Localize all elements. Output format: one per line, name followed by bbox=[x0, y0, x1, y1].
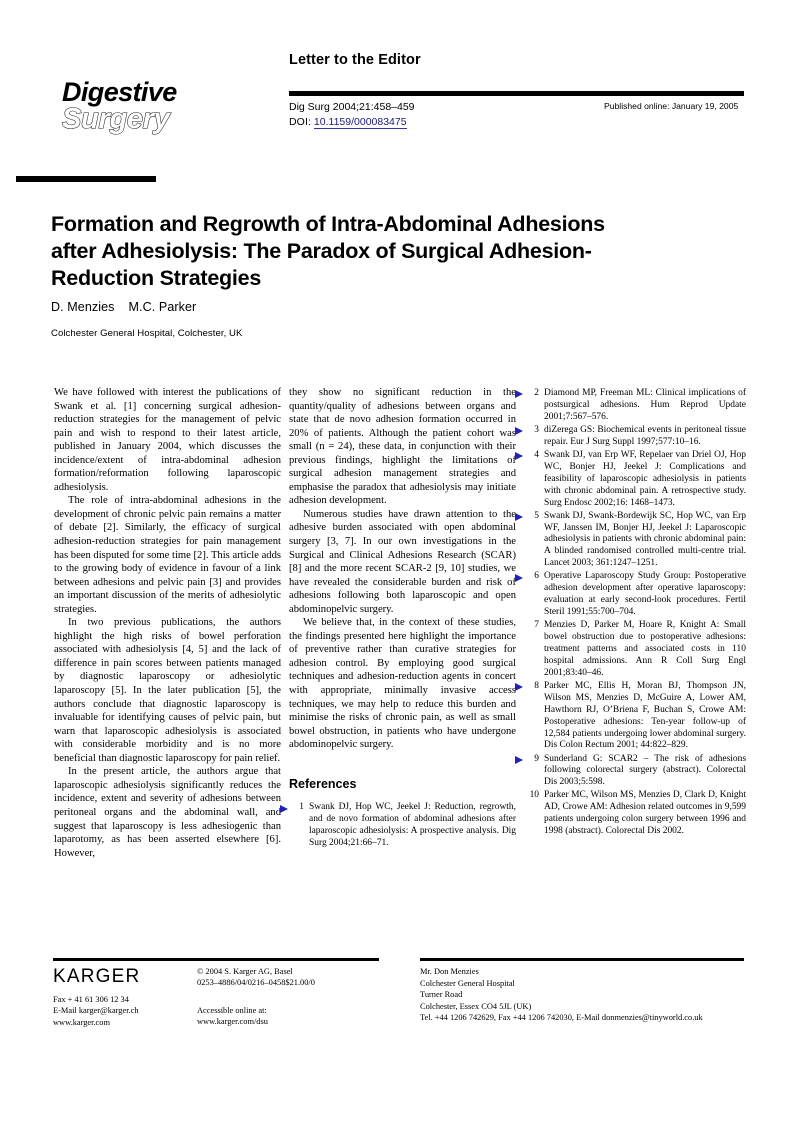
masthead-divider-rule bbox=[289, 91, 744, 96]
body-column-1 bbox=[54, 386, 281, 860]
reference-marker-triangle-icon bbox=[515, 513, 523, 521]
online-access-block bbox=[197, 1005, 268, 1028]
reference-text: Menzies D, Parker M, Hoare R, Knight A: Small bowel obstruction due to postoperative adhesions: treatment patterns and associated costs in 110 hospital admissions. Ann R Coll Surg Engl 2001;83:40–46. bbox=[544, 620, 746, 678]
correspondence-block bbox=[420, 966, 703, 1024]
reference-item bbox=[524, 620, 746, 680]
page-title: Formation and Regrowth of Intra-Abdominal Adhesions after Adhesiolysis: The Paradox of Surgical Adhesion-Reduction Strategies bbox=[51, 212, 605, 291]
body-column-3 bbox=[524, 388, 746, 839]
reference-item bbox=[524, 388, 746, 424]
body-paragraph: We believe that, in the context of these studies, the findings presented here highlight the importance of preventive rather than curative strategies for adhesion control. By employing good surgical techniques and adhesion-reduction agents in concert with appropriate, minimally invasive access techniques, we may help to reduce this burden and minimise the risks of chronic pain, as well as small bowel obstruction, in patients who have undergone abdominopelvic surgery. bbox=[289, 617, 516, 751]
reference-item bbox=[524, 790, 746, 838]
accessible-online-url[interactable]: www.karger.com/dsu bbox=[197, 1017, 268, 1027]
reference-item bbox=[524, 511, 746, 571]
copyright-block bbox=[197, 966, 315, 989]
footer-divider-rule-left bbox=[53, 958, 379, 961]
body-paragraph: In two previous publications, the authors highlight the high risks of bowel perforation associated with adhesiolysis [4, 5] and the lack of difference in pain scores between patients managed by diagnostic laparoscopy or adhesiolytic laparoscopy [5]. In the later publication [5], the authors conclude that diagnostic laparoscopy is invaluable for identifying causes of pelvic pain, but warn that laparoscopic adhesiolysis is associated with considerable morbidity and is no more beneficial than diagnostic laparoscopy for pain relief. bbox=[54, 617, 281, 764]
author-name-2: M.C. Parker bbox=[128, 300, 197, 314]
journal-logo bbox=[62, 78, 222, 150]
reference-text: Operative Laparoscopy Study Group: Postoperative adhesion development after operative laparoscopy: evaluation at early second-look procedures. Fertil Steril 1991;55:700–704. bbox=[544, 571, 746, 618]
reference-marker-triangle-icon bbox=[515, 756, 523, 764]
correspondence-line: Turner Road bbox=[420, 990, 463, 1000]
reference-item bbox=[524, 571, 746, 619]
reference-marker-triangle-icon bbox=[515, 427, 523, 435]
body-column-2 bbox=[289, 386, 516, 851]
reference-text: Swank DJ, Swank-Bordewijk SC, Hop WC, van Erp WF, Janssen IM, Bonjer HJ, Jeekel J: Laparoscopic adhesiolysis in patients with chronic abdominal pain: A blinded randomised controlled multi-centre trial. Lancet 2003; 361:1247–1251. bbox=[544, 510, 746, 569]
author-name-1: D. Menzies bbox=[51, 300, 115, 314]
reference-number: 6 bbox=[534, 571, 539, 582]
reference-text: Parker MC, Wilson MS, Menzies D, Clark D, Knight AD, Crowe AM: Adhesion related outcomes in 9,599 patients undergoing colon surgery between 1996 and 1998 (abstract). Colorectal Dis 2002. bbox=[544, 790, 746, 837]
reference-text: Diamond MP, Freeman ML: Clinical implications of postsurgical adhesions. Hum Reprod Update 2001;7:567–576. bbox=[544, 388, 746, 422]
doi-label: DOI: bbox=[289, 116, 311, 128]
accessible-online-label: Accessible online at: bbox=[197, 1006, 267, 1015]
author-list bbox=[51, 300, 196, 314]
reference-number: 7 bbox=[534, 620, 539, 631]
reference-item bbox=[524, 681, 746, 752]
reference-marker-triangle-icon bbox=[280, 805, 288, 813]
publisher-contact-block bbox=[53, 994, 139, 1028]
correspondence-line: Colchester General Hospital bbox=[420, 978, 515, 988]
reference-item bbox=[524, 450, 746, 510]
body-paragraph: The role of intra-abdominal adhesions in the development of chronic pelvic pain remains a matter of debate [2]. Similarly, the efficacy of surgical adhesion-reduction strategies for pain management has been disputed for some time [2]. This article adds to the growing body of evidence in favour of a link between adhesions and pelvic pain [3] and provides an important discussion of the merits of adhesiolytic strategies. bbox=[54, 495, 281, 615]
reference-number: 3 bbox=[534, 424, 539, 435]
author-affiliation: Colchester General Hospital, Colchester, UK bbox=[51, 328, 243, 339]
doi-link[interactable]: 10.1159/000083475 bbox=[313, 116, 407, 128]
publisher-email[interactable]: E-Mail karger@karger.ch bbox=[53, 1006, 139, 1016]
reference-text: Swank DJ, van Erp WF, Repelaer van Driel OJ, Hop WC, Bonjer HJ, Jeekel J: Complications and feasibility of laparoscopic adhesiolysis in patients with chronic abdominal pain. A retrospective study. Surg Endosc 2002;16: 1468–1473. bbox=[544, 449, 746, 508]
publisher-website[interactable]: www.karger.com bbox=[53, 1017, 110, 1027]
reference-text: Swank DJ, Hop WC, Jeekel J: Reduction, regrowth, and de novo formation of abdominal adhesions after laparoscopic adhesiolysis: A prospective analysis. Dig Surg 2004;21:66–71. bbox=[309, 802, 516, 849]
reference-marker-triangle-icon bbox=[515, 452, 523, 460]
publisher-fax: Fax + 41 61 306 12 34 bbox=[53, 995, 129, 1004]
body-paragraph: Numerous studies have drawn attention to the adhesive burden associated with open abdominal surgery [3, 7]. In our own investigations in the Surgical and Clinical Adhesions Research (SCAR) [8] and the more recent SCAR-2 [9, 10] studies, we have revealed the considerable burden and risk of adhesions following both laparoscopic and open abdominopelvic surgery. bbox=[289, 508, 516, 615]
body-paragraph: they show no significant reduction in the quantity/quality of adhesions between organs and state that de novo adhesion formation occurred in 20% of patients. Although the patient cohort was small (n = 24), these data, in conjunction with their previous findings, highlight the limitations of surgical adhesion management strategies and emphasise the paradox that adhesiolysis may initiate adhesion development. bbox=[289, 387, 516, 507]
correspondence-line: Tel. +44 1206 742629, Fax +44 1206 742030, E-Mail donmenzies@tinyworld.co.uk bbox=[420, 1013, 703, 1023]
body-paragraph: We have followed with interest the publications of Swank et al. [1] concerning surgical adhesion-reduction strategies for the management of pelvic pain and wish to respond to their latest article, published in January 2004, which discusses the incidence/extent of intra-abdominal adhesion formation/reformation following laparoscopic adhesiolysis. bbox=[54, 387, 281, 493]
title-divider-rule bbox=[16, 176, 156, 182]
reference-marker-triangle-icon bbox=[515, 390, 523, 398]
reference-item bbox=[524, 754, 746, 790]
reference-marker-triangle-icon bbox=[515, 683, 523, 691]
journal-logo-line-surgery: Surgery bbox=[62, 103, 170, 135]
copyright-line: © 2004 S. Karger AG, Basel bbox=[197, 967, 293, 976]
document-type-heading: Letter to the Editor bbox=[289, 52, 421, 68]
references-heading: References bbox=[289, 776, 357, 791]
reference-number: 9 bbox=[534, 753, 539, 764]
citation-line: Dig Surg 2004;21:458–459 bbox=[289, 101, 415, 113]
masthead bbox=[0, 0, 793, 175]
references-list-column-2 bbox=[289, 802, 516, 850]
reference-number: 8 bbox=[534, 680, 539, 691]
reference-number: 5 bbox=[534, 510, 539, 521]
reference-number: 1 bbox=[299, 802, 304, 813]
reference-item bbox=[289, 802, 516, 850]
footer-divider-rule-right bbox=[420, 958, 744, 961]
reference-number: 10 bbox=[529, 790, 539, 801]
reference-marker-triangle-icon bbox=[515, 574, 523, 582]
citation-block bbox=[289, 100, 415, 130]
publisher-logo: KARGER bbox=[53, 966, 141, 987]
references-list-column-3 bbox=[524, 388, 746, 838]
correspondence-line: Colchester, Essex CO4 5JL (UK) bbox=[420, 1001, 532, 1011]
published-online-date: Published online: January 19, 2005 bbox=[604, 101, 739, 111]
correspondence-line: Mr. Don Menzies bbox=[420, 967, 479, 976]
reference-number: 4 bbox=[534, 449, 539, 460]
body-paragraph: In the present article, the authors argue that laparoscopic adhesiolysis significantly reduces the incidence, extent and severity of adhesions between peritoneal organs and the abdominal wall, and suggest that laparoscopy is less adhesiogenic than laparotomy, as has been asserted elsewhere [6]. However, bbox=[54, 766, 281, 859]
reference-text: diZerega GS: Biochemical events in peritoneal tissue repair. Eur J Surg Suppl 1997;577:10–16. bbox=[544, 424, 746, 447]
reference-item bbox=[524, 425, 746, 449]
doi-line bbox=[289, 115, 415, 130]
reference-text: Sunderland G: SCAR2 – The risk of adhesions following colorectal surgery (abstract). Colorectal Dis 2003;5:598. bbox=[544, 753, 746, 788]
journal-logo-line-digestive: Digestive bbox=[62, 77, 177, 107]
reference-text: Parker MC, Ellis H, Moran BJ, Thompson JN, Wilson MS, Menzies D, McGuire A, Lower AM, Hawthorn RJ, O’Briena F, Buchan S, Crowe AM: Postoperative adhesions: Ten-year follow-up of 12,584 patients undergoing lower abdominal surgery. Dis Colon Rectum 2001; 44:822–829. bbox=[544, 680, 746, 751]
reference-number: 2 bbox=[534, 388, 539, 398]
issn-pricing-line: 0253–4886/04/0216–0458$21.00/0 bbox=[197, 978, 315, 988]
